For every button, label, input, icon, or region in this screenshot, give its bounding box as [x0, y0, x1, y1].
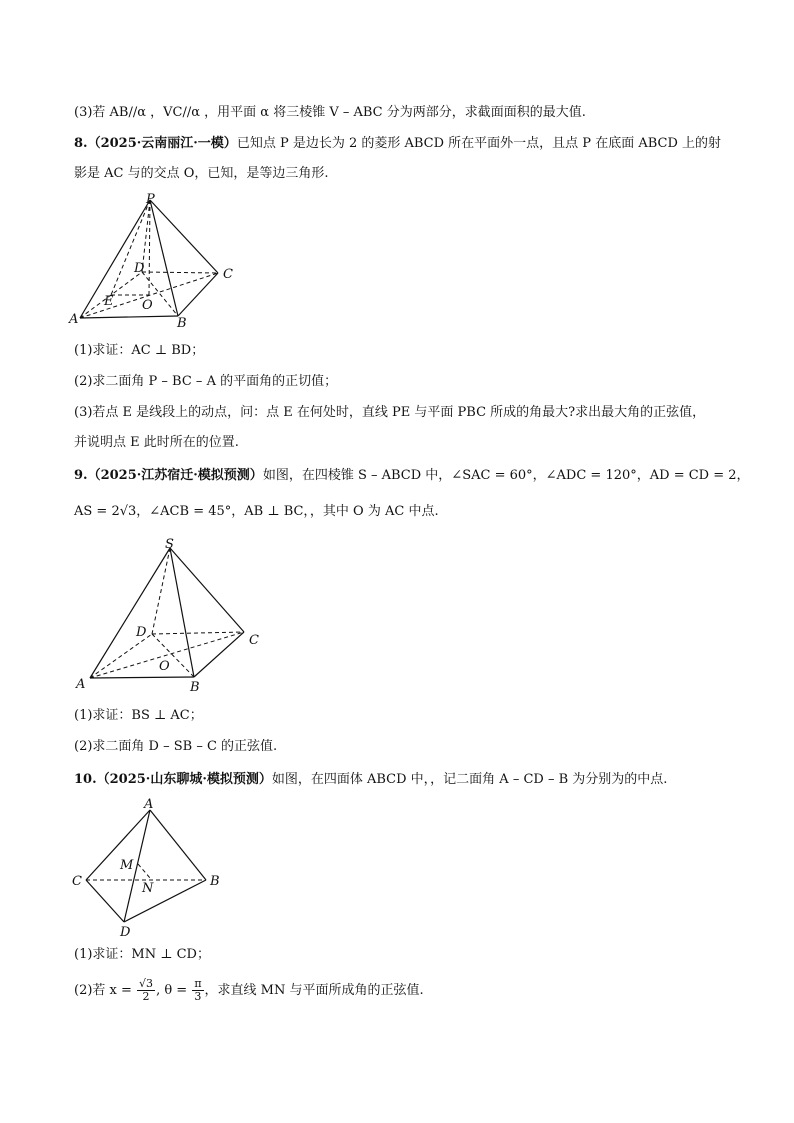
- q8-stem-line1: [74, 134, 734, 154]
- q9-label-B: B: [190, 680, 200, 695]
- q9-edge-SC: [170, 548, 244, 632]
- q8-pyramid-figure: [66, 192, 246, 330]
- q10-label-B: B: [210, 874, 220, 889]
- q8-number: 8.: [74, 136, 88, 151]
- q10-label-D: D: [120, 925, 131, 938]
- q8-edge-PA: [80, 200, 150, 318]
- q10-label-A: A: [144, 797, 154, 812]
- q8-part3-line1: (3)若点 E 是线段上的动点，问：点 E 在何处时，直线 PE 与平面 PBC 所成的角最大?求出最大角的正弦值，: [74, 405, 706, 420]
- q8-part1: (1)求证：AC ⊥ BD；: [74, 343, 205, 358]
- q9-edge-AB: [90, 677, 194, 678]
- q8-label-D: D: [134, 261, 145, 276]
- q10-number: 10.: [74, 772, 97, 787]
- q8-line-PE: [111, 200, 150, 295]
- q10-edge-AC: [86, 810, 150, 880]
- q9-label-O: O: [159, 659, 170, 674]
- q10-frac2-den: 3: [194, 990, 202, 1003]
- q9-source: （2025·江苏宿迁·模拟预测）: [87, 468, 263, 483]
- q10-part2-prefix: (2)若 x =: [74, 983, 137, 998]
- q9-edge-SA: [90, 548, 170, 678]
- q9-part1: (1)求证：BS ⊥ AC；: [74, 708, 203, 723]
- q10-label-M: M: [120, 858, 134, 873]
- q9-label-S: S: [165, 537, 174, 552]
- q10-label-C: C: [72, 874, 82, 889]
- q10-part1: (1)求证：MN ⊥ CD；: [74, 947, 210, 962]
- q9-label-D: D: [136, 625, 147, 640]
- q10-part2-suffix: ，求直线 MN 与平面所成角的正弦值.: [204, 983, 424, 998]
- q9-stem-text1: 如图，在四棱锥 S – ABCD 中，∠SAC = 60°，∠ADC = 120°，AD = CD = 2，: [262, 468, 750, 483]
- q10-edge-CD: [86, 880, 124, 922]
- q9-part2: (2)求二面角 D – SB – C 的正弦值.: [74, 739, 278, 754]
- q10-stem-line1: [74, 770, 734, 790]
- q8-stem-text1: 已知点 P 是边长为 2 的菱形 ABCD 所在平面外一点，且点 P 在底面 ABCD 上的射: [236, 136, 722, 151]
- q8-part2: (2)求二面角 P – BC – A 的平面角的正切值；: [74, 374, 338, 389]
- q8-edge-PC: [150, 200, 218, 273]
- q8-source: （2025·云南丽江·一模）: [87, 136, 237, 151]
- q9-edge-SB: [170, 548, 194, 677]
- q9-stem-line2: AS = 2√3，∠ACB = 45°，AB ⊥ BC，，其中 O 为 AC 中点.: [74, 504, 439, 519]
- q10-frac1-num: √3: [139, 977, 154, 990]
- q10-part2: [74, 978, 734, 1004]
- q8-part3-line2: 并说明点 E 此时所在的位置.: [74, 435, 239, 450]
- q8-edge-BC: [178, 273, 218, 316]
- q8-edge-DC: [142, 272, 218, 273]
- q10-frac2-num: π: [194, 977, 202, 990]
- q8-height-PO: [149, 200, 150, 295]
- q10-segment-MN: [138, 864, 150, 878]
- q8-edge-AB: [80, 316, 178, 318]
- q8-edge-PB: [150, 200, 178, 316]
- q10-label-N: N: [142, 881, 154, 896]
- q8-label-C: C: [223, 267, 233, 282]
- q9-label-C: C: [249, 633, 259, 648]
- q8-label-P: P: [146, 192, 155, 207]
- q9-edge-AD: [90, 634, 152, 678]
- q9-number: 9.: [74, 468, 88, 483]
- q10-stem-text1: 如图，在四面体 ABCD 中，，记二面角 A – CD – B 为分别为的中点.: [271, 772, 668, 787]
- q10-edge-AB: [150, 810, 206, 880]
- q10-source: （2025·山东聊城·模拟预测）: [96, 772, 272, 787]
- q10-frac1-den: 2: [142, 990, 150, 1003]
- q8-label-A: A: [69, 312, 79, 327]
- q8-label-O: O: [142, 298, 153, 313]
- q10-fraction-theta: [192, 978, 203, 1003]
- q9-edge-BC: [194, 632, 244, 677]
- q9-pyramid-figure: [70, 536, 270, 698]
- q8-stem-line2: 影是 AC 与的交点 O，已知，是等边三角形.: [74, 166, 329, 181]
- q9-edge-DC: [152, 632, 244, 634]
- q10-edge-DB: [124, 880, 206, 922]
- q9-stem-line1: [74, 466, 750, 486]
- q8-label-E: E: [104, 294, 114, 309]
- q9-edge-SD: [152, 548, 170, 634]
- q10-tetrahedron-figure: [66, 792, 236, 938]
- q9-label-A: A: [76, 677, 86, 692]
- q10-fraction-x: [137, 978, 155, 1003]
- q7-part3: (3)若 AB//α ，VC//α ，用平面 α 将三棱锥 V – ABC 分为两部分，求截面面积的最大值.: [74, 105, 586, 120]
- q8-label-B: B: [177, 316, 187, 330]
- q10-part2-mid: , θ =: [156, 983, 192, 998]
